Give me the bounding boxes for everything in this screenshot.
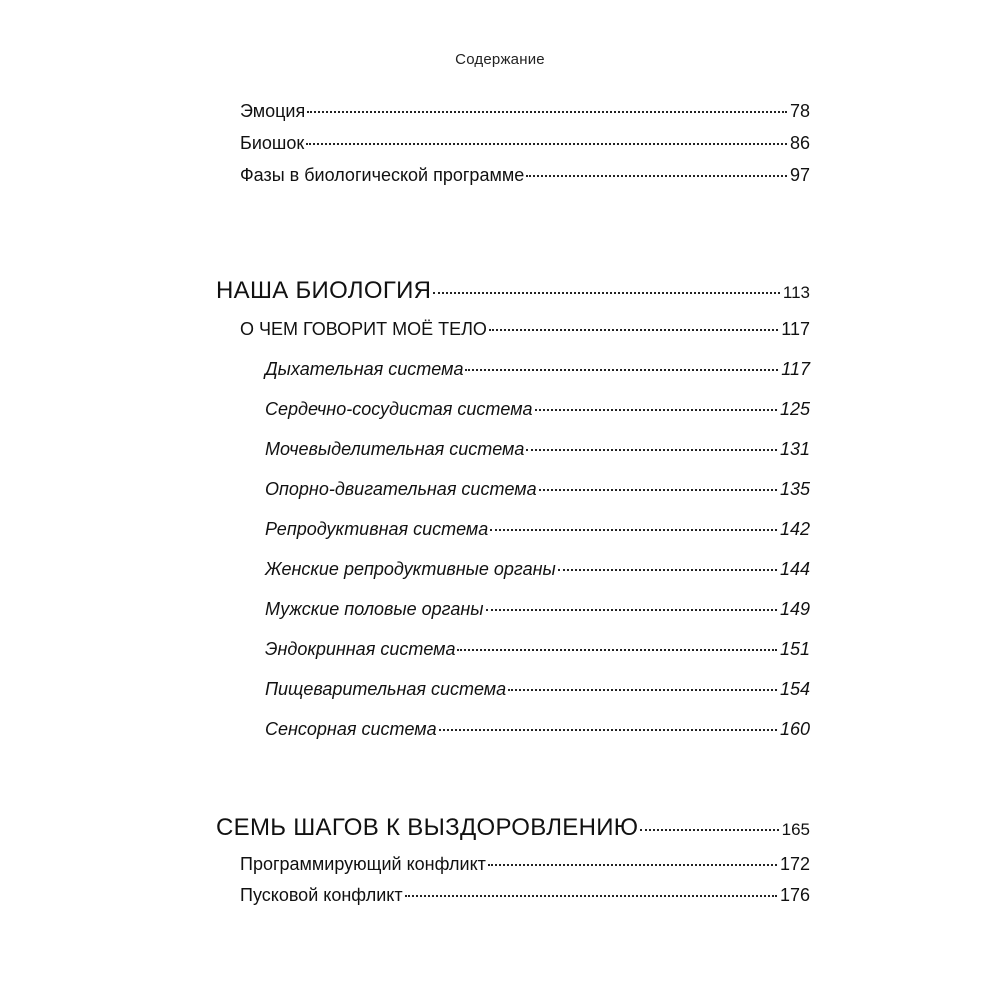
toc-subentry[interactable] xyxy=(265,519,810,540)
toc-subentry-page: 144 xyxy=(779,559,810,579)
toc-entry-bioshock[interactable] xyxy=(240,133,810,154)
dot-leader xyxy=(526,449,777,451)
toc-section-steps[interactable] xyxy=(216,814,810,842)
toc-subentry[interactable] xyxy=(265,719,810,740)
toc-section-page: 113 xyxy=(782,283,810,302)
dot-leader xyxy=(488,864,777,866)
toc-subentry[interactable] xyxy=(265,559,810,580)
toc-subentry-page: 151 xyxy=(779,639,810,659)
toc-entry-label: Эмоция xyxy=(240,101,306,121)
toc-subentry-label: Сердечно-сосудистая система xyxy=(265,399,533,419)
toc-subentry[interactable] xyxy=(265,679,810,700)
toc-entry-label: Фазы в биологической программе xyxy=(240,165,525,185)
toc-chapter-label: О ЧЕМ ГОВОРИТ МОЁ ТЕЛО xyxy=(240,319,487,339)
toc-chapter-page: 117 xyxy=(781,319,810,339)
dot-leader xyxy=(433,292,780,294)
toc-subentry-page: 142 xyxy=(779,519,810,539)
dot-leader xyxy=(490,529,777,531)
dot-leader xyxy=(539,489,777,491)
toc-subentry-page: 135 xyxy=(779,479,810,499)
toc-subentry-page: 117 xyxy=(781,359,810,379)
toc-subentry[interactable] xyxy=(265,399,810,420)
toc-section-label: НАША БИОЛОГИЯ xyxy=(216,277,432,304)
toc-subentry-label: Репродуктивная система xyxy=(265,519,489,539)
toc-section-label: СЕМЬ ШАГОВ К ВЫЗДОРОВЛЕНИЮ xyxy=(216,814,639,841)
toc-subentry-label: Сенсорная система xyxy=(265,719,437,739)
toc-subentry-label: Опорно-двигательная система xyxy=(265,479,537,499)
dot-leader xyxy=(640,829,778,831)
toc-subentry[interactable] xyxy=(265,639,810,660)
toc-subentry[interactable] xyxy=(265,439,810,460)
dot-leader xyxy=(307,111,787,113)
toc-entry-programming-conflict[interactable] xyxy=(240,854,810,875)
toc-entry-phases[interactable] xyxy=(240,165,810,186)
toc-chapter-body[interactable] xyxy=(240,319,810,340)
toc-section-biology[interactable] xyxy=(216,277,810,305)
toc-subentry-label: Женские репродуктивные органы xyxy=(265,559,556,579)
toc-section-page: 165 xyxy=(781,820,810,839)
dot-leader xyxy=(558,569,777,571)
dot-leader xyxy=(439,729,777,731)
dot-leader xyxy=(526,175,787,177)
toc-entry-page: 78 xyxy=(789,101,810,121)
toc-subentry-page: 160 xyxy=(779,719,810,739)
toc-entry-page: 176 xyxy=(779,885,810,905)
dot-leader xyxy=(489,329,778,331)
toc-subentry-label: Пищеварительная система xyxy=(265,679,507,699)
dot-leader xyxy=(405,895,777,897)
toc-subentry[interactable] xyxy=(265,599,810,620)
toc-subentry-label: Мочевыделительная система xyxy=(265,439,525,459)
toc-entry-page: 86 xyxy=(789,133,810,153)
toc-entry-trigger-conflict[interactable] xyxy=(240,885,810,906)
dot-leader xyxy=(486,609,777,611)
toc-entry-label: Программирующий конфликт xyxy=(240,854,486,874)
toc-subentry-page: 125 xyxy=(779,399,810,419)
toc-entry-page: 97 xyxy=(789,165,810,185)
toc-entry-page: 172 xyxy=(779,854,810,874)
toc-subentry-page: 131 xyxy=(779,439,810,459)
toc-subentry[interactable] xyxy=(265,479,810,500)
dot-leader xyxy=(508,689,777,691)
dot-leader xyxy=(535,409,777,411)
toc-entry-emotion[interactable] xyxy=(240,101,810,122)
toc-subentry-label: Мужские половые органы xyxy=(265,599,484,619)
toc-subentry-label: Дыхательная система xyxy=(265,359,464,379)
toc-entry-label: Пусковой конфликт xyxy=(240,885,403,905)
toc-subentry-page: 154 xyxy=(779,679,810,699)
dot-leader xyxy=(457,649,776,651)
dot-leader xyxy=(465,369,778,371)
toc-subentry[interactable] xyxy=(265,359,810,380)
dot-leader xyxy=(306,143,787,145)
toc-subentry-page: 149 xyxy=(779,599,810,619)
toc-subentry-label: Эндокринная система xyxy=(265,639,456,659)
page-title: Содержание xyxy=(455,51,545,68)
toc-entry-label: Биошок xyxy=(240,133,305,153)
